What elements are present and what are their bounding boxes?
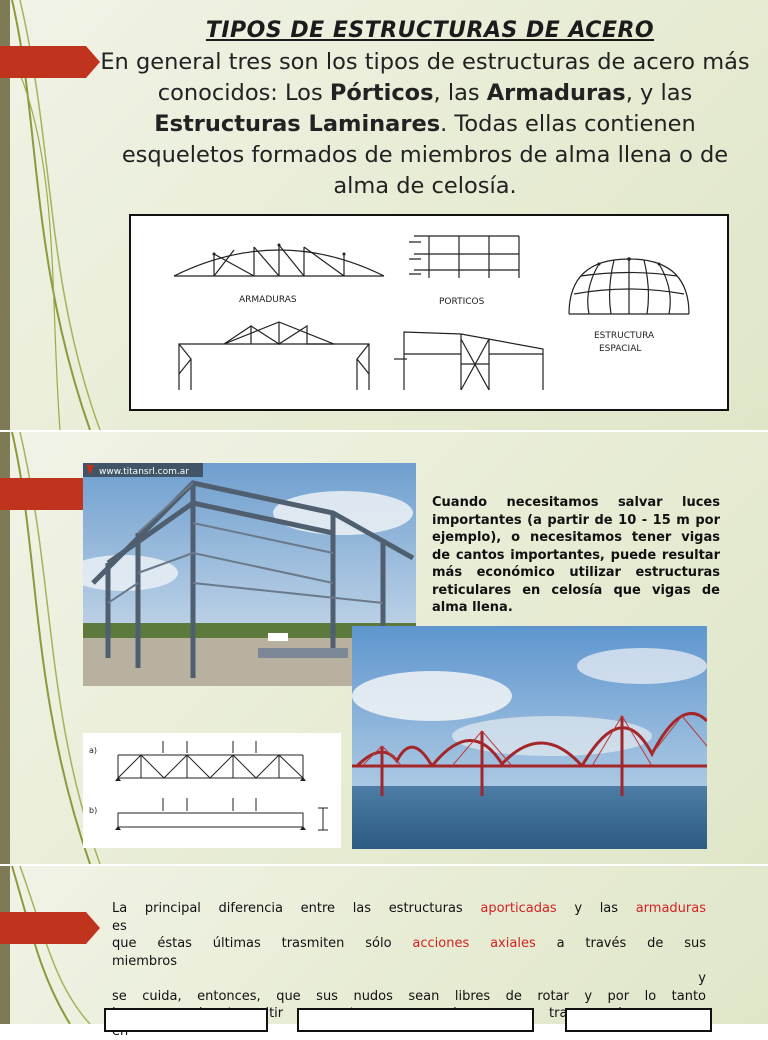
text-line: La principal diferencia entre las estructuras aporticadas y las armaduras (112, 900, 706, 918)
intro-paragraph: En general tres son los tipos de estructuras de acero más conocidos: Los Pórticos, las Armaduras, y las Estructuras Laminares. Todas ellas contienen esqueletos formados de miembros de alma llena o de alma de celosía. (95, 47, 755, 202)
bottom-image-box-1 (104, 1008, 268, 1032)
bottom-image-box-2 (297, 1008, 534, 1032)
vine-decoration (0, 866, 110, 1024)
reticular-paragraph: Cuando necesitamos salvar luces importantes (a partir de 10 - 15 m por ejemplo), o necesitamos tener vigas de cantos importantes, puede resultar más económico utilizar estructuras reticulares en celosía que vigas de alma llena. (432, 494, 720, 617)
text-line: es (112, 918, 706, 936)
bridge-photo (352, 626, 707, 849)
text-line: miembros (112, 953, 706, 971)
slide-1 (0, 0, 768, 430)
page-title: TIPOS DE ESTRUCTURAS DE ACERO (120, 18, 740, 43)
red-arrow-tab (0, 46, 100, 78)
red-arrow-tab (0, 912, 100, 944)
text-line: que éstas últimas trasmiten sólo acciones axiales a través de sus (112, 935, 706, 953)
label-b: b) (89, 806, 97, 815)
label-a: a) (89, 746, 97, 755)
text-line: y (112, 970, 706, 988)
label-armaduras: ARMADURAS (239, 295, 297, 305)
label-porticos: PORTICOS (439, 297, 485, 307)
bottom-image-box-3 (565, 1008, 712, 1032)
truss-beam-drawing (83, 733, 341, 848)
text-line: se cuida, entonces, que sus nudos sean libres de rotar y por lo tanto (112, 988, 706, 1006)
label-espacial: ESPACIAL (599, 344, 641, 354)
photo-watermark: www.titansrl.com.ar (99, 467, 189, 477)
structures-diagram (129, 214, 729, 411)
label-estructura: ESTRUCTURA (594, 331, 655, 341)
